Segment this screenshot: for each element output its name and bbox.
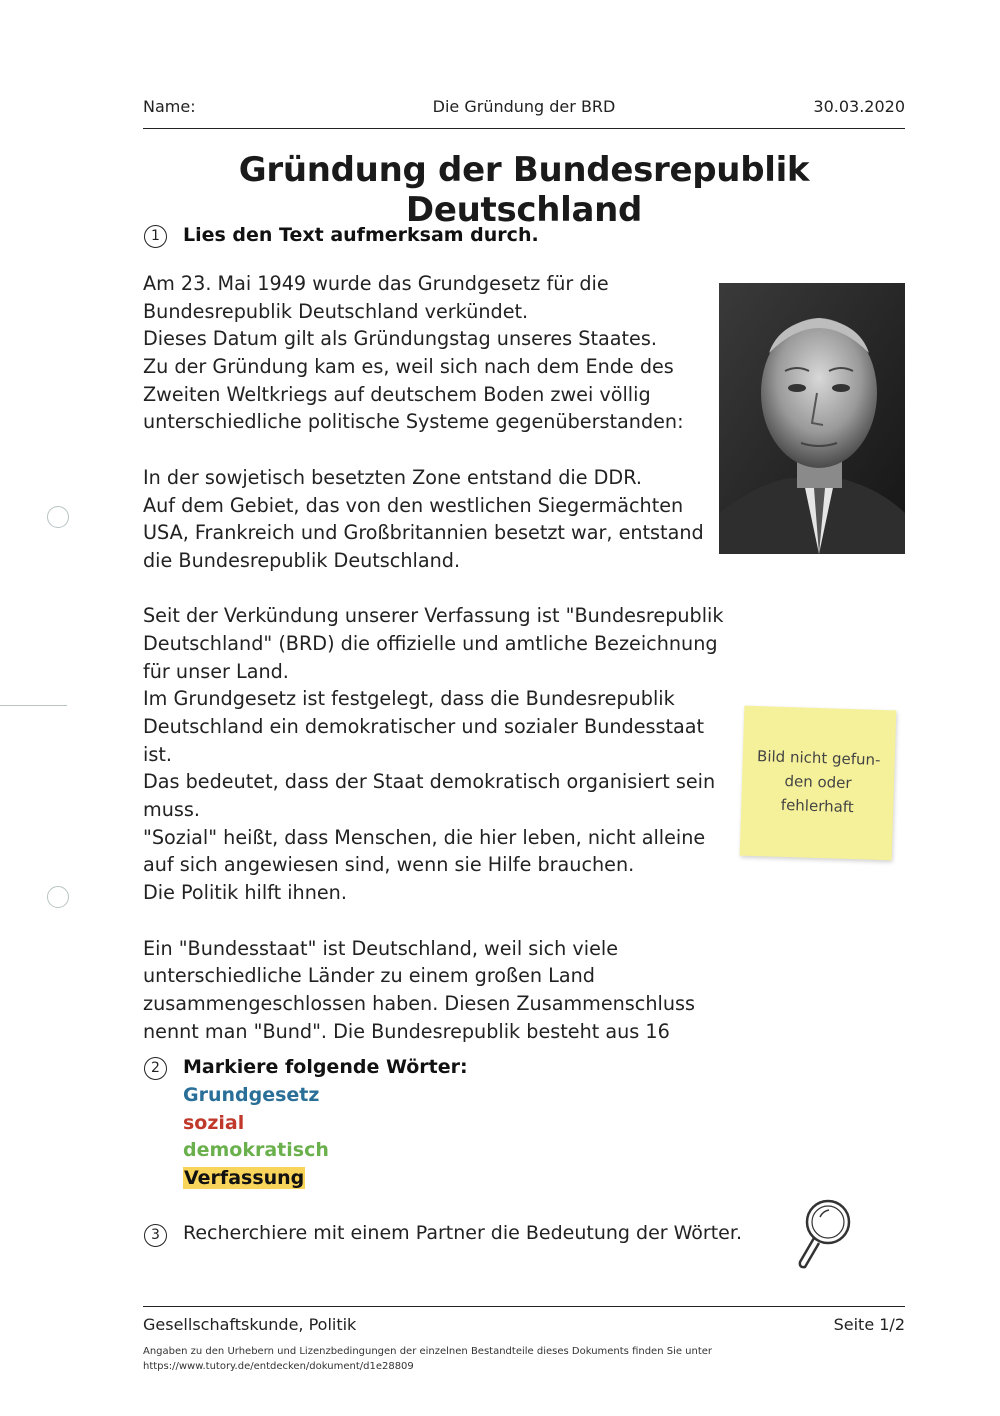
task-number-3: 3 <box>144 1224 167 1247</box>
text-line: muss. <box>143 798 200 822</box>
image-placeholder-note <box>740 706 897 861</box>
binder-hole-bottom <box>47 886 69 908</box>
magnifier-icon <box>792 1195 854 1275</box>
text-line: Zweiten Weltkriegs auf deutschem Boden zwei völlig <box>143 382 651 406</box>
footer-subject: Gesellschaftskunde, Politik <box>143 1315 357 1334</box>
text-line: Die Politik hilft ihnen. <box>143 881 347 905</box>
header-divider <box>143 128 905 129</box>
text-line: unterschiedliche politische Systeme gegenüberstanden: <box>143 410 684 434</box>
text-line: Seit der Verkündung unserer Verfassung ist "Bundesrepublik <box>143 604 724 628</box>
text-line: Am 23. Mai 1949 wurde das Grundgesetz für die <box>143 272 609 295</box>
task-number-2: 2 <box>144 1057 167 1080</box>
binder-hole-top <box>47 506 69 528</box>
text-line: Im Grundgesetz ist festgelegt, dass die Bundesrepublik <box>143 687 675 711</box>
task-2-title: Markiere folgende Wörter: <box>183 1056 468 1078</box>
text-line: Das bedeutet, dass der Staat demokratisch organisiert sein <box>143 770 716 794</box>
footer-divider <box>143 1306 905 1307</box>
text-line: Deutschland ein demokratischer und sozialer Bundesstaat <box>143 715 705 738</box>
task-3-text: Recherchiere mit einem Partner die Bedeutung der Wörter. <box>183 1222 742 1244</box>
text-line: für unser Land. <box>143 659 289 683</box>
text-line: USA, Frankreich und Großbritannien besetzt war, entstand <box>143 521 704 545</box>
header-date: 30.03.2020 <box>813 97 905 116</box>
word-grundgesetz: Grundgesetz <box>183 1084 320 1106</box>
task-number-1: 1 <box>144 225 167 248</box>
text-line: Zu der Gründung kam es, weil sich nach dem Ende des <box>143 355 674 379</box>
reading-text[interactable] <box>143 270 724 1043</box>
word-verfassung: Verfassung <box>184 1167 305 1189</box>
text-line <box>143 575 723 603</box>
word-demokratisch: demokratisch <box>183 1139 329 1161</box>
text-line <box>143 436 723 464</box>
fold-mark <box>0 705 67 706</box>
text-line <box>143 907 723 935</box>
text-line: die Bundesrepublik Deutschland. <box>143 548 461 572</box>
text-line: ist. <box>143 742 172 766</box>
text-line: "Sozial" heißt, dass Menschen, die hier leben, nicht alleine <box>143 825 706 849</box>
text-line: In der sowjetisch besetzten Zone entstand die DDR. <box>143 465 642 489</box>
placeholder-text: Bild nicht gefun-den oder fehlerhaft <box>756 747 881 817</box>
text-line: zusammengeschlossen haben. Diesen Zusammenschluss <box>143 991 695 1015</box>
task-1-title: Lies den Text aufmerksam durch. <box>183 224 539 246</box>
text-line: Ein "Bundesstaat" ist Deutschland, weil sich viele <box>143 936 619 960</box>
text-line: Deutschland" (BRD) die offizielle und amtliche Bezeichnung <box>143 631 718 655</box>
name-label: Name: <box>143 97 196 116</box>
word-sozial: sozial <box>183 1112 245 1134</box>
text-line: Auf dem Gebiet, das von den westlichen Siegermächten <box>143 493 684 517</box>
text-line: Dieses Datum gilt als Gründungstag unseres Staates. <box>143 327 657 351</box>
page-title: Gründung der Bundesrepublik Deutschland <box>238 150 810 230</box>
footer-page-number: Seite 1/2 <box>833 1315 905 1334</box>
footer-credits: Angaben zu den Urhebern und Lizenzbedingungen der einzelnen Bestandteile dieses Dokuments finden Sie unter <box>143 1346 713 1357</box>
text-line: nennt man "Bund". Die Bundesrepublik besteht aus 16 <box>143 1019 670 1043</box>
portrait-photo <box>719 283 905 554</box>
text-line: Bundesrepublik Deutschland verkündet. <box>143 299 529 323</box>
footer-credits-link[interactable]: https://www.tutory.de/entdecken/dokument/d1e28809 <box>143 1361 414 1372</box>
text-line: auf sich angewiesen sind, wenn sie Hilfe brauchen. <box>143 853 635 877</box>
header-title: Die Gründung der BRD <box>432 97 616 116</box>
text-line: unterschiedliche Länder zu einem großen Land <box>143 964 595 988</box>
